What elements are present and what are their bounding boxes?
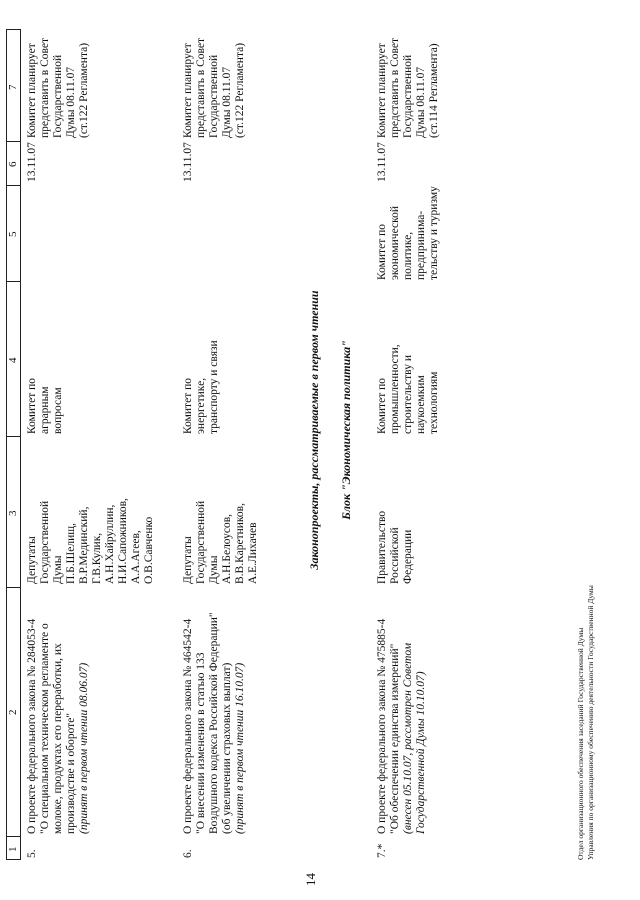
column-header-3: 3	[7, 510, 19, 516]
consideration-date: 13.11.07	[376, 142, 388, 182]
bill-status-note: (принят в первом чтении 16.10.07)	[234, 662, 246, 834]
bill-title: О проекте федерального закона № 475885-4 "Об обеспечении единства измерений"	[376, 618, 401, 834]
row-number: 5.	[26, 849, 38, 858]
col-divider	[6, 436, 21, 437]
block-heading: Блок "Экономическая политика"	[339, 340, 353, 520]
col-divider	[6, 281, 21, 282]
column-header-5: 5	[7, 231, 19, 237]
row-number: 6.	[182, 849, 194, 858]
column-header-4: 4	[7, 357, 19, 363]
column-header-1: 1	[7, 846, 19, 852]
column-header-6: 6	[7, 161, 19, 167]
page-number: 14	[303, 873, 318, 886]
column-header-7: 7	[7, 84, 19, 90]
bill-title: О проекте федерального закона № 284053-4 "О специальном техническом регламенте о молоке, продуктах его переработки, их производстве и обороте"	[26, 618, 77, 834]
footer-line-2: Управления по организационному обеспечению деятельности Государственной Думы	[586, 585, 595, 860]
header-top-rule	[6, 30, 7, 860]
col-divider	[6, 141, 21, 142]
bill-comment: Комитет планирует представить в Совет Государственной Думы 08.11.07 (ст.114 Регламента)	[376, 37, 440, 138]
consideration-date: 13.11.07	[182, 142, 194, 182]
responsible-committee: Комитет по энергетике, транспорту и связи	[182, 340, 220, 434]
co-executor-committee: Комитет по экономической политике, предпринима- тельству и туризму	[376, 186, 440, 280]
responsible-committee: Комитет по промышленности, строительству и наукоемким технологиям	[376, 344, 440, 434]
bill-title: О проекте федерального закона № 464542-4 "О внесении изменения в статью 133 Воздушного кодекса Российской Федерации" (об увеличении страховых выплат)	[182, 612, 233, 834]
col-divider	[6, 29, 21, 30]
consideration-date: 13.11.07	[26, 142, 38, 182]
col-divider	[6, 859, 21, 860]
bill-comment: Комитет планирует представить в Совет Государственной Думы 08.11.07 (ст.122 Регламента)	[26, 37, 90, 138]
bill-comment: Комитет планирует представить в Совет Государственной Думы 08.11.07 (ст.122 Регламента)	[182, 37, 246, 138]
col-divider	[6, 587, 21, 588]
row-number: 7.*	[376, 843, 388, 858]
bill-author: Правительство Российской Федерации	[376, 510, 414, 584]
section-heading: Законопроекты, рассматриваемые в первом чтении	[307, 290, 321, 570]
bill-status-note: (внесен 05.10.07, рассмотрен Советом Государственной Думы 10.10.07)	[402, 642, 427, 834]
footer-line-1: Отдел организационного обеспечения заседаний Государственной Думы	[576, 627, 585, 860]
col-divider	[6, 185, 21, 186]
column-header-2: 2	[7, 709, 19, 715]
responsible-committee: Комитет по аграрным вопросам	[26, 378, 64, 434]
header-bottom-rule	[20, 30, 21, 860]
bill-author: Депутаты Государственной Думы А.Н.Белоусов, В.В.Каретников, А.Е.Лихачев	[182, 500, 259, 584]
bill-status-note: (принят в первом чтении 08.06.07)	[78, 662, 90, 834]
col-divider	[6, 836, 21, 837]
bill-author: Депутаты Государственной Думы П.Б.Шелищ, В.Р.Мединский, Г.В.Кулик, А.Н.Хайруллин, Н.И.Сапожников, А.А.Агеев, О.В.Савченко	[26, 498, 155, 584]
